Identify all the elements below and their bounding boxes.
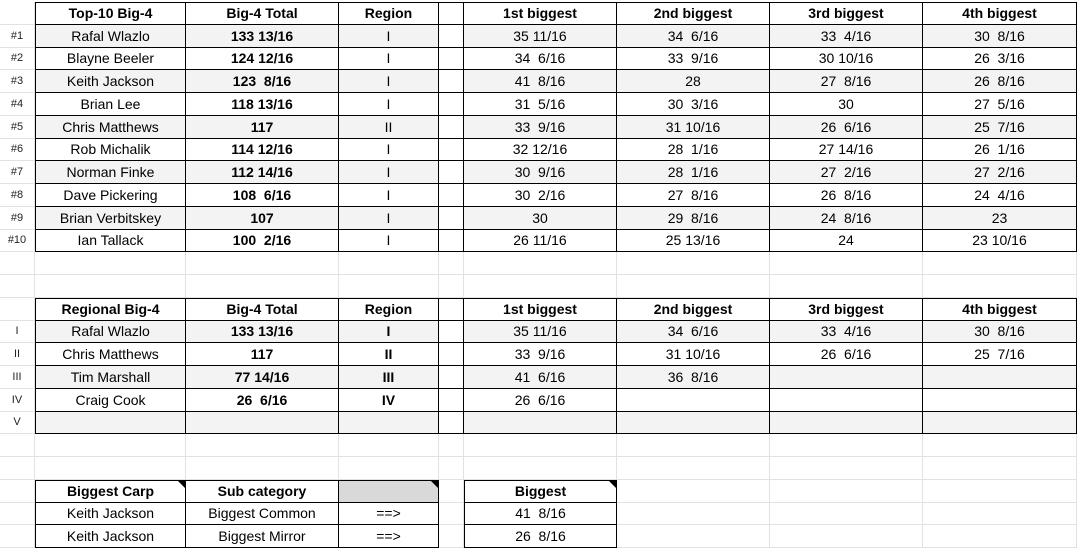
regional-data-cell[interactable] [923,412,1077,435]
regional-data-cell[interactable] [617,389,770,412]
top10-data-cell[interactable]: Chris Matthews [35,116,186,139]
top10-data-cell[interactable]: 26 3/16 [923,48,1077,71]
biggest-data-cell[interactable]: Keith Jackson [35,503,186,526]
grid-cell[interactable] [439,252,464,275]
grid-cell[interactable] [35,252,186,275]
grid-cell[interactable] [186,252,339,275]
regional-data-cell[interactable]: 41 6/16 [464,366,617,389]
grid-cell[interactable] [0,298,35,321]
grid-cell[interactable] [339,457,439,480]
regional-data-cell[interactable]: 25 7/16 [923,343,1077,366]
top10-data-cell[interactable]: 118 13/16 [186,93,339,116]
regional-data-cell[interactable]: 26 6/16 [770,343,923,366]
top10-data-cell[interactable]: 23 10/16 [923,230,1077,253]
regional-data-cell[interactable] [923,366,1077,389]
top10-data-cell[interactable]: 34 6/16 [617,25,770,48]
regional-data-cell[interactable]: 77 14/16 [186,366,339,389]
regional-row-label[interactable]: V [0,412,35,435]
top10-data-cell[interactable] [439,161,464,184]
biggest-data-cell[interactable]: Keith Jackson [35,525,186,548]
top10-data-cell[interactable] [439,116,464,139]
top10-data-cell[interactable]: 24 8/16 [770,207,923,230]
top10-header-cell[interactable]: Region [339,2,439,25]
grid-cell[interactable] [439,480,464,503]
top10-data-cell[interactable]: 30 9/16 [464,161,617,184]
grid-cell[interactable] [339,275,439,298]
top10-data-cell[interactable]: Brian Lee [35,93,186,116]
grid-cell[interactable] [0,2,35,25]
regional-header-cell[interactable]: 3rd biggest [770,298,923,321]
top10-row-label[interactable]: #1 [0,25,35,48]
biggest-data-cell[interactable]: 41 8/16 [464,503,617,526]
top10-data-cell[interactable]: 26 11/16 [464,230,617,253]
grid-cell[interactable] [0,503,35,526]
grid-cell[interactable] [464,434,617,457]
top10-header-cell[interactable]: 4th biggest [923,2,1077,25]
top10-data-cell[interactable]: 32 12/16 [464,139,617,162]
top10-data-cell[interactable]: 25 7/16 [923,116,1077,139]
regional-data-cell[interactable]: 26 6/16 [186,389,339,412]
grid-cell[interactable] [617,457,770,480]
grid-cell[interactable] [464,252,617,275]
top10-row-label[interactable]: #3 [0,70,35,93]
top10-data-cell[interactable]: 124 12/16 [186,48,339,71]
grid-cell[interactable] [0,480,35,503]
top10-data-cell[interactable]: I [339,25,439,48]
regional-row-label[interactable]: II [0,343,35,366]
regional-data-cell[interactable]: 117 [186,343,339,366]
top10-data-cell[interactable]: Rafal Wlazlo [35,25,186,48]
top10-data-cell[interactable]: Keith Jackson [35,70,186,93]
top10-row-label[interactable]: #4 [0,93,35,116]
regional-data-cell[interactable]: 31 10/16 [617,343,770,366]
top10-data-cell[interactable]: 107 [186,207,339,230]
top10-data-cell[interactable]: II [339,116,439,139]
regional-row-label[interactable]: IV [0,389,35,412]
regional-data-cell[interactable]: II [339,343,439,366]
grid-cell[interactable] [770,275,923,298]
regional-data-cell[interactable]: III [339,366,439,389]
regional-data-cell[interactable]: Chris Matthews [35,343,186,366]
grid-cell[interactable] [339,434,439,457]
top10-data-cell[interactable]: 100 2/16 [186,230,339,253]
top10-data-cell[interactable]: I [339,184,439,207]
grid-cell[interactable] [464,457,617,480]
regional-data-cell[interactable] [770,366,923,389]
regional-data-cell[interactable] [770,412,923,435]
top10-data-cell[interactable]: 30 8/16 [923,25,1077,48]
top10-data-cell[interactable]: 25 13/16 [617,230,770,253]
regional-header-cell[interactable] [439,298,464,321]
grid-cell[interactable] [439,457,464,480]
biggest-data-cell[interactable]: ==> [339,503,439,526]
top10-data-cell[interactable]: 33 9/16 [464,116,617,139]
top10-data-cell[interactable]: Ian Tallack [35,230,186,253]
top10-data-cell[interactable]: 26 8/16 [770,184,923,207]
grid-cell[interactable] [617,480,770,503]
grid-cell[interactable] [186,275,339,298]
regional-data-cell[interactable]: 36 8/16 [617,366,770,389]
grid-cell[interactable] [35,275,186,298]
regional-data-cell[interactable] [464,412,617,435]
top10-row-label[interactable]: #8 [0,184,35,207]
regional-data-cell[interactable]: Craig Cook [35,389,186,412]
top10-data-cell[interactable]: I [339,48,439,71]
top10-data-cell[interactable]: 35 11/16 [464,25,617,48]
top10-data-cell[interactable]: 30 [770,93,923,116]
regional-data-cell[interactable]: 33 9/16 [464,343,617,366]
top10-row-label[interactable]: #5 [0,116,35,139]
regional-header-cell[interactable]: Big-4 Total [186,298,339,321]
biggest-data-cell[interactable]: Biggest Mirror [186,525,339,548]
top10-data-cell[interactable] [439,207,464,230]
top10-row-label[interactable]: #6 [0,139,35,162]
regional-data-cell[interactable] [439,366,464,389]
grid-cell[interactable] [617,252,770,275]
regional-data-cell[interactable]: Rafal Wlazlo [35,321,186,344]
top10-data-cell[interactable] [439,70,464,93]
top10-data-cell[interactable]: 28 [617,70,770,93]
regional-row-label[interactable]: III [0,366,35,389]
grid-cell[interactable] [186,434,339,457]
top10-data-cell[interactable]: 27 2/16 [923,161,1077,184]
top10-data-cell[interactable]: 24 4/16 [923,184,1077,207]
top10-data-cell[interactable]: 31 5/16 [464,93,617,116]
grid-cell[interactable] [923,525,1077,548]
top10-data-cell[interactable]: 24 [770,230,923,253]
biggest-data-cell[interactable]: ==> [339,525,439,548]
grid-cell[interactable] [770,480,923,503]
top10-data-cell[interactable] [439,230,464,253]
top10-data-cell[interactable]: 29 8/16 [617,207,770,230]
top10-data-cell[interactable]: 30 10/16 [770,48,923,71]
top10-data-cell[interactable]: 26 8/16 [923,70,1077,93]
top10-data-cell[interactable]: 28 1/16 [617,161,770,184]
top10-data-cell[interactable]: 108 6/16 [186,184,339,207]
regional-data-cell[interactable] [439,321,464,344]
grid-cell[interactable] [464,275,617,298]
grid-cell[interactable] [923,275,1077,298]
grid-cell[interactable] [439,525,464,548]
top10-data-cell[interactable]: 28 1/16 [617,139,770,162]
biggest-header-cell[interactable]: Biggest [464,480,617,503]
top10-data-cell[interactable]: 27 14/16 [770,139,923,162]
top10-data-cell[interactable]: I [339,161,439,184]
top10-header-cell[interactable]: 3rd biggest [770,2,923,25]
grid-cell[interactable] [617,503,770,526]
top10-data-cell[interactable]: Dave Pickering [35,184,186,207]
regional-data-cell[interactable]: IV [339,389,439,412]
top10-data-cell[interactable]: Brian Verbitskey [35,207,186,230]
grid-cell[interactable] [0,275,35,298]
regional-data-cell[interactable] [770,389,923,412]
top10-data-cell[interactable]: 117 [186,116,339,139]
grid-cell[interactable] [439,434,464,457]
top10-data-cell[interactable]: 23 [923,207,1077,230]
top10-data-cell[interactable]: 27 2/16 [770,161,923,184]
regional-data-cell[interactable] [35,412,186,435]
top10-data-cell[interactable]: I [339,230,439,253]
grid-cell[interactable] [339,252,439,275]
top10-data-cell[interactable]: 30 [464,207,617,230]
top10-data-cell[interactable]: 26 6/16 [770,116,923,139]
top10-data-cell[interactable] [439,139,464,162]
regional-row-label[interactable]: I [0,321,35,344]
top10-data-cell[interactable]: Blayne Beeler [35,48,186,71]
regional-header-cell[interactable]: Regional Big-4 [35,298,186,321]
grid-cell[interactable] [0,434,35,457]
top10-data-cell[interactable]: 27 8/16 [617,184,770,207]
grid-cell[interactable] [770,525,923,548]
grid-cell[interactable] [923,503,1077,526]
top10-data-cell[interactable]: Norman Finke [35,161,186,184]
top10-data-cell[interactable]: 123 8/16 [186,70,339,93]
top10-data-cell[interactable] [439,184,464,207]
regional-data-cell[interactable]: 133 13/16 [186,321,339,344]
regional-data-cell[interactable] [617,412,770,435]
top10-data-cell[interactable]: 34 6/16 [464,48,617,71]
top10-data-cell[interactable]: 133 13/16 [186,25,339,48]
regional-data-cell[interactable] [339,412,439,435]
grid-cell[interactable] [923,480,1077,503]
regional-data-cell[interactable] [439,412,464,435]
top10-data-cell[interactable] [439,93,464,116]
grid-cell[interactable] [0,457,35,480]
top10-row-label[interactable]: #9 [0,207,35,230]
regional-data-cell[interactable] [923,389,1077,412]
regional-data-cell[interactable]: Tim Marshall [35,366,186,389]
top10-data-cell[interactable]: 27 8/16 [770,70,923,93]
top10-header-cell[interactable]: 1st biggest [464,2,617,25]
top10-data-cell[interactable]: 26 1/16 [923,139,1077,162]
top10-data-cell[interactable]: I [339,139,439,162]
top10-header-cell[interactable]: Big-4 Total [186,2,339,25]
biggest-header-cell[interactable]: Biggest Carp [35,480,186,503]
regional-data-cell[interactable] [439,343,464,366]
regional-data-cell[interactable]: 35 11/16 [464,321,617,344]
grid-cell[interactable] [923,252,1077,275]
grid-cell[interactable] [186,457,339,480]
top10-data-cell[interactable] [439,48,464,71]
grid-cell[interactable] [35,434,186,457]
top10-data-cell[interactable]: 30 3/16 [617,93,770,116]
top10-data-cell[interactable]: 33 4/16 [770,25,923,48]
regional-data-cell[interactable]: 33 4/16 [770,321,923,344]
top10-header-cell[interactable]: Top-10 Big-4 [35,2,186,25]
top10-data-cell[interactable]: 114 12/16 [186,139,339,162]
regional-header-cell[interactable]: 4th biggest [923,298,1077,321]
regional-data-cell[interactable]: 30 8/16 [923,321,1077,344]
top10-header-cell[interactable]: 2nd biggest [617,2,770,25]
grid-cell[interactable] [770,457,923,480]
grid-cell[interactable] [770,434,923,457]
top10-data-cell[interactable]: I [339,93,439,116]
top10-row-label[interactable]: #10 [0,230,35,253]
grid-cell[interactable] [770,252,923,275]
regional-header-cell[interactable]: Region [339,298,439,321]
regional-header-cell[interactable]: 2nd biggest [617,298,770,321]
top10-data-cell[interactable]: 112 14/16 [186,161,339,184]
grid-cell[interactable] [35,457,186,480]
grid-cell[interactable] [770,503,923,526]
grid-cell[interactable] [617,434,770,457]
top10-row-label[interactable]: #7 [0,161,35,184]
top10-data-cell[interactable]: Rob Michalik [35,139,186,162]
regional-data-cell[interactable] [439,389,464,412]
top10-row-label[interactable]: #2 [0,48,35,71]
grid-cell[interactable] [617,525,770,548]
regional-data-cell[interactable]: 26 6/16 [464,389,617,412]
regional-data-cell[interactable] [186,412,339,435]
grid-cell[interactable] [923,434,1077,457]
regional-data-cell[interactable]: I [339,321,439,344]
top10-data-cell[interactable]: 31 10/16 [617,116,770,139]
biggest-data-cell[interactable]: 26 8/16 [464,525,617,548]
top10-data-cell[interactable]: 41 8/16 [464,70,617,93]
top10-data-cell[interactable]: I [339,70,439,93]
regional-header-cell[interactable]: 1st biggest [464,298,617,321]
grid-cell[interactable] [439,503,464,526]
top10-data-cell[interactable]: 27 5/16 [923,93,1077,116]
biggest-data-cell[interactable]: Biggest Common [186,503,339,526]
grid-cell[interactable] [0,252,35,275]
biggest-header-cell[interactable] [339,480,439,503]
grid-cell[interactable] [0,525,35,548]
top10-data-cell[interactable] [439,25,464,48]
top10-data-cell[interactable]: 30 2/16 [464,184,617,207]
grid-cell[interactable] [923,457,1077,480]
top10-data-cell[interactable]: 33 9/16 [617,48,770,71]
grid-cell[interactable] [617,275,770,298]
biggest-header-cell[interactable]: Sub category [186,480,339,503]
top10-header-cell[interactable] [439,2,464,25]
regional-data-cell[interactable]: 34 6/16 [617,321,770,344]
top10-data-cell[interactable]: I [339,207,439,230]
grid-cell[interactable] [439,275,464,298]
